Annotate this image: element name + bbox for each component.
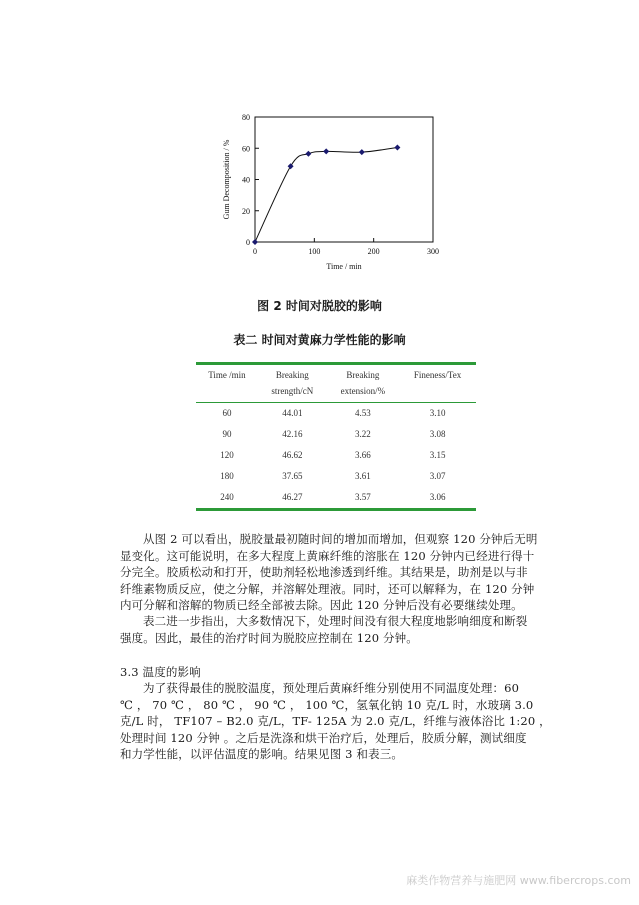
text-line: 克/L 时， TF107 – B2.0 克/L，TF- 125A 为 2.0 克/L，纤维与液体浴比 1:20 ， — [120, 714, 551, 728]
text-line: 从图 2 可以看出，脱胶量最初随时间的增加而增加，但观察 120 分钟后无明 — [143, 532, 538, 546]
table-header-row — [196, 364, 476, 384]
header-breaking-extension: Breaking — [327, 364, 399, 384]
header-unit-time — [196, 383, 258, 403]
data-point — [288, 163, 294, 169]
table-cell: 3.22 — [355, 429, 371, 439]
data-point — [323, 148, 329, 154]
table-cell: 46.27 — [258, 487, 327, 510]
table-row — [196, 403, 476, 425]
text-line: ℃ ， 70 ℃ ， 80 ℃ ， 90 ℃ ， 100 ℃，氢氧化钠 10 克/L 时，水玻璃 3.0 — [120, 697, 534, 712]
table-cell: 240 — [196, 487, 258, 510]
data-point — [252, 239, 258, 245]
table-cell: 37.65 — [282, 471, 303, 481]
table-cell: 4.53 — [355, 408, 371, 418]
site-watermark: 麻类作物营养与施肥网 www.fibercrops.com — [406, 874, 631, 887]
y-axis-label: Gum Decomposition / % — [222, 139, 231, 220]
data-point — [305, 151, 311, 157]
x-axis-label: Time / min — [326, 262, 362, 271]
text-line: 处理时间 120 分钟 。之后是洗涤和烘干治疗后，处理后，胶质分解，测试细度 — [120, 730, 527, 745]
x-tick-label: 300 — [427, 247, 439, 256]
header-unit-strength: strength/cN — [258, 383, 327, 403]
y-tick-label: 60 — [242, 144, 250, 154]
x-tick-label: 100 — [308, 247, 321, 256]
figure-caption: 图 2 时间对脱胶的影响 — [257, 299, 382, 313]
text-line: 表二进一步指出，大多数情况下，处理时间没有很大程度地影响细度和断裂 — [143, 614, 528, 628]
text-line: 内可分解和溶解的物质已经全部被去除。因此 120 分钟后没有必要继续处理。 — [120, 598, 523, 612]
header-time: Time /min — [196, 364, 258, 384]
text-line: 显变化。这可能说明，在多大程度上黄麻纤维的溶胀在 120 分钟内已经进行得十 — [120, 548, 535, 563]
table-cell: 42.16 — [282, 429, 303, 439]
data-point — [394, 144, 400, 150]
table-cell: 3.06 — [399, 487, 476, 510]
paragraph-table-analysis — [120, 613, 540, 646]
y-tick-label: 20 — [242, 206, 250, 216]
header-breaking-strength: Breaking — [258, 364, 327, 384]
header-unit-fineness — [399, 383, 476, 403]
table-cell: 46.62 — [282, 450, 303, 460]
text-line: 纤维素物质反应，使之分解，并溶解处理液。同时，还可以解释为，在 120 分钟 — [120, 581, 535, 596]
table-cell: 120 — [220, 450, 234, 460]
header-fineness: Fineness/Tex — [399, 364, 476, 384]
table-cell: 3.57 — [327, 487, 399, 510]
table-cell: 44.01 — [282, 408, 303, 418]
table-caption: 表二 时间对黄麻力学性能的影响 — [233, 333, 406, 347]
mechanical-properties-table — [196, 362, 476, 511]
data-point — [359, 149, 365, 155]
table-row — [196, 466, 476, 487]
plot-frame — [255, 117, 433, 242]
table-cell: 3.66 — [355, 450, 371, 460]
header-unit-extension: extension/% — [327, 383, 399, 403]
table-cell: 60 — [222, 408, 232, 418]
text-line: 分完全。胶质松动和打开，使助剂轻松地渗透到纤维。其结果是，助剂是以与非 — [120, 565, 528, 579]
table-cell: 3.15 — [429, 450, 446, 460]
paragraph-figure-analysis — [120, 531, 540, 614]
x-tick-label: 200 — [367, 247, 380, 256]
table-header-units-row — [196, 383, 476, 403]
table-cell: 3.07 — [429, 471, 446, 481]
gum-decomposition-chart — [205, 105, 465, 290]
y-tick-label: 0 — [246, 238, 250, 247]
figure-2 — [205, 105, 465, 290]
table-row — [196, 445, 476, 466]
table-cell: 3.10 — [429, 408, 446, 418]
section-heading: 3.3 温度的影响 — [120, 665, 201, 679]
x-tick-label: 0 — [253, 247, 257, 256]
table-cell: 3.08 — [429, 429, 446, 439]
paragraph-temperature-method — [120, 680, 551, 763]
table-row — [196, 424, 476, 445]
y-tick-label: 40 — [242, 175, 250, 185]
text-line: 和力学性能，以评估温度的影响。结果见图 3 和表三。 — [120, 747, 404, 761]
text-line: 强度。因此，最佳的治疗时间为脱胶应控制在 120 分钟。 — [120, 630, 418, 645]
table-cell: 180 — [220, 471, 234, 481]
table-cell: 90 — [222, 429, 232, 439]
text-line: 为了获得最佳的脱胶温度，预处理后黄麻纤维分别使用不同温度处理：60 — [143, 681, 520, 695]
y-tick-label: 80 — [242, 113, 250, 122]
table-cell: 3.61 — [355, 471, 371, 481]
table-row — [196, 487, 476, 510]
series-line — [255, 147, 397, 242]
